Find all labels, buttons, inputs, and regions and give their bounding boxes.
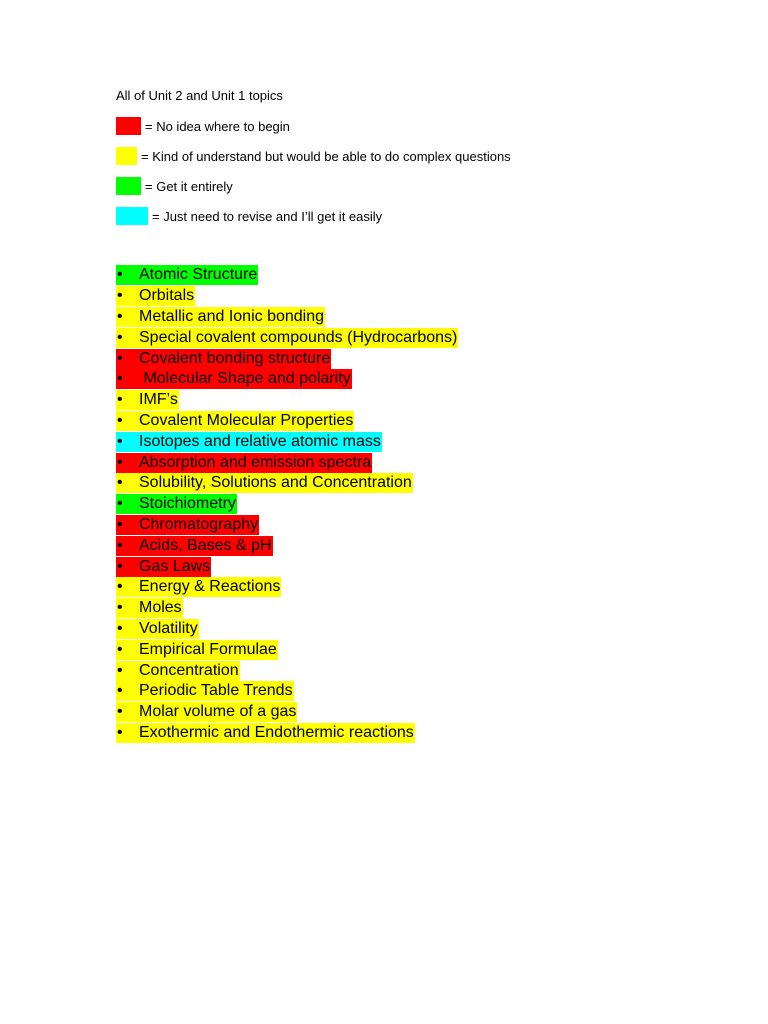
topic-label: Energy & Reactions xyxy=(139,578,281,596)
legend-item-yellow xyxy=(116,147,511,165)
legend-label: = Get it entirely xyxy=(145,178,233,194)
topic-highlight-yellow xyxy=(116,307,325,327)
topic-highlight-cyan xyxy=(116,432,382,452)
topic-highlight-yellow xyxy=(116,411,354,431)
bullet-dot-icon: • xyxy=(117,557,123,575)
legend-swatch-green xyxy=(116,177,141,195)
bullet-dot-icon: • xyxy=(117,640,123,658)
topic-label: Covalent Molecular Properties xyxy=(139,411,354,429)
topic-label: Volatility xyxy=(139,619,198,637)
color-legend xyxy=(116,117,511,237)
topic-highlight-green xyxy=(116,265,258,285)
topic-highlight-yellow xyxy=(116,723,415,743)
topic-label: Orbitals xyxy=(139,287,195,305)
bullet-dot-icon: • xyxy=(117,370,123,388)
topic-label: Moles xyxy=(139,599,182,617)
topic-highlight-red xyxy=(116,536,273,556)
list-item xyxy=(116,327,458,348)
list-item xyxy=(116,660,458,681)
list-item xyxy=(116,307,458,328)
bullet-dot-icon: • xyxy=(117,599,123,617)
topic-highlight-red xyxy=(116,369,352,389)
bullet-dot-icon: • xyxy=(117,619,123,637)
topic-highlight-yellow xyxy=(116,390,179,410)
bullet-dot-icon: • xyxy=(117,266,123,284)
topic-highlight-yellow xyxy=(116,286,195,306)
bullet-dot-icon: • xyxy=(117,661,123,679)
legend-item-green xyxy=(116,177,511,195)
topic-highlight-yellow xyxy=(116,598,183,618)
topic-label: Gas Laws xyxy=(139,557,211,575)
topic-label: Atomic Structure xyxy=(139,266,258,284)
bullet-dot-icon: • xyxy=(117,287,123,305)
bullet-dot-icon: • xyxy=(117,349,123,367)
topic-label: Acids, Bases & pH xyxy=(139,536,272,554)
topic-label: Periodic Table Trends xyxy=(139,682,293,700)
topic-label: Special covalent compounds (Hydrocarbons) xyxy=(139,328,458,346)
topic-highlight-yellow xyxy=(116,328,458,348)
list-item xyxy=(116,494,458,515)
bullet-dot-icon: • xyxy=(117,391,123,409)
list-item xyxy=(116,411,458,432)
topic-label: Molar volume of a gas xyxy=(139,703,297,721)
list-item xyxy=(116,452,458,473)
topic-highlight-red xyxy=(116,453,372,473)
topic-label: Isotopes and relative atomic mass xyxy=(139,432,381,450)
topic-highlight-red xyxy=(116,349,331,369)
topic-highlight-red xyxy=(116,557,211,577)
bullet-dot-icon: • xyxy=(117,703,123,721)
topic-highlight-yellow xyxy=(116,661,240,681)
bullet-dot-icon: • xyxy=(117,536,123,554)
topic-label: Molecular Shape and polarity xyxy=(139,370,351,388)
bullet-dot-icon: • xyxy=(117,328,123,346)
bullet-dot-icon: • xyxy=(117,515,123,533)
list-item xyxy=(116,535,458,556)
bullet-dot-icon: • xyxy=(117,723,123,741)
topic-list xyxy=(116,265,458,743)
legend-item-cyan xyxy=(116,207,511,225)
legend-swatch-yellow xyxy=(116,147,137,165)
bullet-dot-icon: • xyxy=(117,453,123,471)
list-item xyxy=(116,619,458,640)
bullet-dot-icon: • xyxy=(117,432,123,450)
topic-label: Metallic and Ionic bonding xyxy=(139,307,325,325)
bullet-dot-icon: • xyxy=(117,495,123,513)
topic-label: IMF’s xyxy=(139,391,178,409)
topic-label: Exothermic and Endothermic reactions xyxy=(139,723,414,741)
list-item xyxy=(116,286,458,307)
bullet-dot-icon: • xyxy=(117,411,123,429)
topic-label: Concentration xyxy=(139,661,239,679)
bullet-dot-icon: • xyxy=(117,578,123,596)
topic-label: Absorption and emission spectra xyxy=(139,453,372,471)
legend-label: = No idea where to begin xyxy=(145,118,290,134)
list-item xyxy=(116,577,458,598)
bullet-dot-icon: • xyxy=(117,474,123,492)
list-item xyxy=(116,702,458,723)
topic-label: Solubility, Solutions and Concentration xyxy=(139,474,412,492)
topic-label: Chromatography xyxy=(139,515,259,533)
legend-label: = Just need to revise and I’ll get it easily xyxy=(152,208,383,224)
list-item xyxy=(116,390,458,411)
list-item xyxy=(116,723,458,744)
legend-label: = Kind of understand but would be able to do complex questions xyxy=(141,148,511,164)
list-item xyxy=(116,598,458,619)
legend-swatch-cyan xyxy=(116,207,148,225)
list-item xyxy=(116,556,458,577)
list-item xyxy=(116,515,458,536)
list-item xyxy=(116,265,458,286)
list-item xyxy=(116,473,458,494)
topic-highlight-red xyxy=(116,515,259,535)
topic-highlight-yellow xyxy=(116,473,413,493)
list-item xyxy=(116,369,458,390)
bullet-dot-icon: • xyxy=(117,307,123,325)
list-item xyxy=(116,431,458,452)
topic-highlight-yellow xyxy=(116,640,278,660)
topic-label: Empirical Formulae xyxy=(139,640,277,658)
document-title: All of Unit 2 and Unit 1 topics xyxy=(116,88,283,103)
legend-swatch-red xyxy=(116,117,141,135)
topic-highlight-yellow xyxy=(116,619,199,639)
topic-label: Covalent bonding structure xyxy=(139,349,331,367)
topic-highlight-yellow xyxy=(116,577,281,597)
topic-highlight-green xyxy=(116,494,237,514)
topic-highlight-yellow xyxy=(116,702,297,722)
legend-item-red xyxy=(116,117,511,135)
list-item xyxy=(116,639,458,660)
topic-label: Stoichiometry xyxy=(139,495,236,513)
list-item xyxy=(116,348,458,369)
list-item xyxy=(116,681,458,702)
bullet-dot-icon: • xyxy=(117,682,123,700)
topic-highlight-yellow xyxy=(116,681,294,701)
